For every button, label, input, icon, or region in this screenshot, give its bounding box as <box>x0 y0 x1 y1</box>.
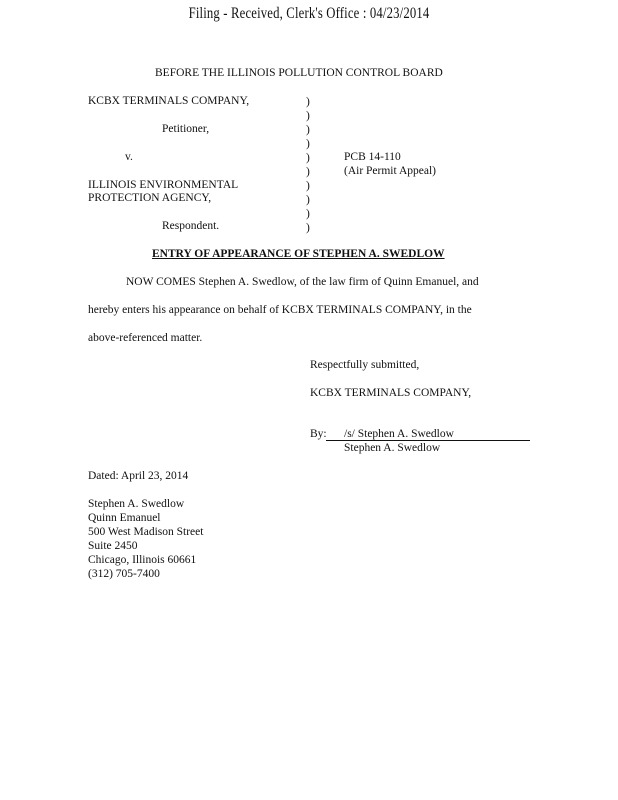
respondent-name-line-1: ILLINOIS ENVIRONMENTAL <box>88 179 239 191</box>
caption-paren: ) <box>306 152 310 164</box>
closing: Respectfully submitted, <box>310 359 420 371</box>
caption-paren: ) <box>306 166 310 178</box>
body-line-2: hereby enters his appearance on behalf of KCBX TERMINALS COMPANY, in the <box>88 304 472 316</box>
caption-paren: ) <box>306 194 310 206</box>
signing-party: KCBX TERMINALS COMPANY, <box>310 387 472 399</box>
contact-street: 500 West Madison Street <box>88 526 204 538</box>
entry-title: ENTRY OF APPEARANCE OF STEPHEN A. SWEDLOW <box>152 248 445 260</box>
caption-paren: ) <box>306 222 310 234</box>
caption-paren: ) <box>306 138 310 150</box>
respondent-role: Respondent. <box>162 220 220 232</box>
electronic-signature: /s/ Stephen A. Swedlow <box>344 428 454 440</box>
versus-label: v. <box>125 151 133 163</box>
signer-name: Stephen A. Swedlow <box>344 442 441 454</box>
contact-city: Chicago, Illinois 60661 <box>88 554 197 566</box>
date-line: Dated: April 23, 2014 <box>88 470 189 482</box>
contact-firm: Quinn Emanuel <box>88 512 161 524</box>
case-number: PCB 14-110 <box>344 151 401 163</box>
caption-paren: ) <box>306 96 310 108</box>
body-line-1: NOW COMES Stephen A. Swedlow, of the law firm of Quinn Emanuel, and <box>126 276 479 288</box>
caption-paren: ) <box>306 124 310 136</box>
body-line-3: above-referenced matter. <box>88 332 203 344</box>
contact-suite: Suite 2450 <box>88 540 138 552</box>
board-title: BEFORE THE ILLINOIS POLLUTION CONTROL BOARD <box>155 67 443 79</box>
respondent-name-line-2: PROTECTION AGENCY, <box>88 192 212 204</box>
filing-header: Filing - Received, Clerk's Office : 04/23/2014 <box>188 5 430 22</box>
petitioner-role: Petitioner, <box>162 123 210 135</box>
contact-phone: (312) 705-7400 <box>88 568 160 580</box>
contact-name: Stephen A. Swedlow <box>88 498 185 510</box>
caption-paren: ) <box>306 180 310 192</box>
case-type: (Air Permit Appeal) <box>344 165 436 177</box>
by-label: By: <box>310 428 327 440</box>
caption-paren: ) <box>306 208 310 220</box>
caption-paren: ) <box>306 110 310 122</box>
petitioner-name: KCBX TERMINALS COMPANY, <box>88 95 250 107</box>
